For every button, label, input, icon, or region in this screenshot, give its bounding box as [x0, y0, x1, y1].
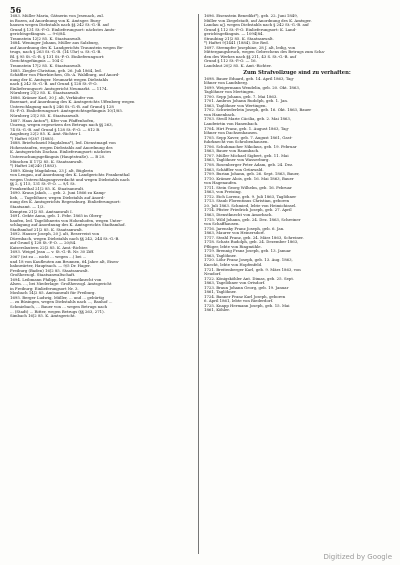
text-line: und 18 von Kaufleuten am Brunnen, 64 Jahre alt, Eisen- [10, 259, 120, 264]
text-line: nung des K. Amtsgerichts Regensburg. Einlieferungsort: [10, 200, 121, 205]
text-line: Pflüger, lebte von Ringmühle. [204, 244, 262, 249]
text-line: 1709. Burian Johann, geb. 26. Sept. 1863, Bauer, [204, 172, 300, 177]
text-line: 20. Juli 1863. Schmied, lebte von Heimichinsel. [204, 203, 297, 208]
text-line: 1691. Oekte Anna, geb. 1. Febr. 1865 in Oberg- [10, 214, 103, 219]
text-line: Bl. § 95 St.-G.-B. § 131 St.-P.-O. Einlieferungsort: [10, 54, 105, 59]
text-line: *) Haftet 9|387 (1885). [10, 136, 55, 141]
text-line: 1863, Taglöhner von Wertingen. [204, 103, 267, 108]
text-line: Großherzogl. Staatsanwaltschaft. [10, 273, 76, 278]
text-line: 1722. Königsköhler Ant. Dimas, geb. 25. Sept. [204, 276, 295, 281]
text-line: fuhrknecht von Schrobenhausen. [204, 140, 269, 145]
text-line: 1694. Leibmann Philipp, led. Dienstknecht von [10, 277, 102, 282]
right-column [204, 14, 390, 554]
text-line: löhner von Dachsenhausen. [204, 131, 258, 136]
text-line: 1705. Sepp Xaver, geb. 7. August 1861, Gast- [204, 135, 293, 140]
text-line: auf Grund § 128 St.-P.-O. — 20/84. [10, 241, 77, 246]
text-line: 1719. Brennig Franz Joseph, geb. 13. Januar [204, 249, 291, 254]
text-line: St.-P.-O. Einlieferungsort: Amtsgerichtsgefängnis 10/1/85. [10, 109, 123, 114]
text-line: 1701. Ambros Johann Rudolph, geb. 1. Jan. [204, 99, 289, 104]
text-line: Landau a/J. wegen Diebstahls nach § 242 St.-G.-B. auf [204, 23, 309, 28]
text-line: Staatsamt. — 1/3. [10, 204, 45, 209]
text-line: 3067 (ist zu ... nicht ... wegen ...) bei ... [10, 254, 87, 259]
text-line: Bozenart, auf Anordnung des K. Amtsgerichts Uffenberg wegen [10, 100, 135, 105]
text-line: Unzeug, wegen ergesetzen des Betrugs nach §§ 263, [10, 123, 113, 128]
text-line: Schäffler von Pfarrkirchen, Ob.-A. Waldburg, auf Anord- [10, 73, 120, 78]
text-line: ... zu Büsingen, wegen Diebstahls nach ..., Bauhof ... [10, 300, 113, 305]
digitized-watermark: Digitized by Google [323, 553, 392, 561]
text-line: 1700. Sepp Johann, geb. 7. Mai 1863. [204, 94, 278, 99]
text-line: *) Haftet 9|1441 (1884). Die Red. [204, 41, 269, 46]
text-line: den des Werkes nach §§ 211, 43 S. St.-G.-B. auf [204, 54, 297, 59]
text-line: von Lengau, auf Anordnung des K. Landgerichts Frankenthal [10, 173, 130, 178]
text-line: München II 17|2 85. K. Staatsanwalt. [10, 159, 83, 164]
text-line: 1863, Taglöhner. [204, 253, 237, 258]
text-line: Traunstein 17|2 85. K. Staatsanwalt. [10, 64, 82, 69]
text-line: 1711. Stein Georg Wilhelm, geb. 16. Februar [204, 185, 292, 190]
text-line: 1718. Schatz Rudolph, geb. 24. Dezember 1863, [204, 240, 299, 245]
text-line: 1697. Strempfer Josephine, 28 J. alt, ledig, von [204, 45, 296, 50]
text-line: 1725. Knapp Hermann Joseph, geb. 15. Mai [204, 303, 290, 308]
text-line: hausen wegen Diebstahls nach §§ 242 St.-G.-B. auf [10, 23, 109, 28]
text-line: Müller von Ziegelstadt, auf Anordnung des K. Amtsger. [204, 18, 312, 23]
text-line: Kaiserslautern 22|2 85. K. Amt.-Richter. [10, 245, 88, 250]
text-line: 1863, Taglöhner von Wasserburg. [204, 158, 270, 163]
text-line: Einlieferungsort: Amtsgericht Neumarkt. — 1174. [10, 86, 108, 91]
text-line: nach § 242 St.-G.-B. auf Grund § 128 St.-P.-O. [10, 82, 98, 87]
text-line: Mittergangsbruch, wegen Gebrechens des Betrugs zum Scha- [204, 50, 326, 55]
text-line: 1863, Maurer von Heinersdorf. [204, 231, 265, 236]
text-line: Neudorf. [204, 272, 222, 277]
text-line: Nürnberg 21|2 85. K. Staatsanwalt. [10, 114, 80, 119]
text-line: 1690. Kraus Jakob, ... geb. 2. Juni 1866 zu Kamp- [10, 191, 106, 196]
text-line: in Bozen, ad Anordnung von K. Amtsger. Burg- [10, 18, 102, 23]
text-line: 1706. Schuhmacher Nikolaus, geb. 19. Februar [204, 144, 297, 149]
text-line: K. Amtsgerichts Dachau. Einlieferungsort: nächstes [10, 150, 112, 155]
text-line: Nürnberg 21|2 85. K. Staatsanwalt. [10, 91, 80, 96]
column-divider [198, 14, 199, 554]
text-line: Alsen. ..., bei Niederlage: Großherzogl. Amtsgericht [10, 282, 112, 287]
text-line: von Hanenbach. [204, 112, 236, 117]
text-line: Freiburg (Baden) 16|2 85. Staatsanwalt. [10, 268, 89, 273]
text-line: Unterschlagung nach § 246 St.-G.-B. auf Grund § 128 [10, 104, 114, 109]
text-line: 1863, Bauer von Raumbach. [204, 149, 260, 154]
text-line: Mosbach 14|2 85. Amtsanwalt für Freiburg. [10, 291, 96, 296]
text-line: 1723. Braun Johann Georg, geb. 19. Januar [204, 285, 289, 290]
text-line: gerichtsgefängnis. — 9-6/84. [10, 32, 67, 37]
text-line: Landshut 20|2 85. K. Amt.-Richter. [204, 64, 272, 69]
text-line: 1708. Rosenberger Peter Adam, geb. 24. Dez. [204, 162, 294, 167]
text-line: 1696. Eisenstein Benedikt*), geb. 22. Juni 1849, [204, 14, 298, 18]
text-line: Hohenstaufen, wegen Diebstahls auf Anordnung des [10, 145, 113, 150]
text-line: ... (Stadt) ... Ritter, wegen Betrugs (§§ 263, 271). [10, 309, 105, 314]
text-line: 1861, Taglöhner. [204, 290, 237, 295]
text-line: 1685. Ziegler Christian, geb. 26. Juli 1864, led. [10, 68, 102, 73]
text-line: 6. April 1861, lebte von Riederdorf. [204, 299, 274, 304]
text-line: *) Haftet 26|240 (1883). [10, 164, 58, 169]
text-line: Stadtamhof 21|2 85. K. Staatsanwalt. [10, 227, 83, 232]
text-line: 1714. Pfister Friedrich Joseph, geb. 27. April [204, 208, 292, 213]
text-line: 1863, Tagelöhner von Ortsdorf. [204, 281, 266, 286]
text-line: 1688. Briefschneid Magdalena*), led. Dienstmagd von [10, 141, 116, 146]
text-line: 1693. Weigel Jean — v. St.-G.-B. Nr. 30 Ziff. [10, 250, 95, 255]
text-line: 1863, Schäffler von Grünwald. [204, 167, 264, 172]
text-line: 1721. Breitenberger Karl, geb. 9. März 1863, von [204, 267, 301, 272]
text-line: 1683. Müller Maria, Gätnerin von Jesenach, zul. [10, 14, 104, 18]
text-line: Schmiebach, ... Bauer von ... wegen Betrugs nach [10, 305, 108, 309]
text-line: 1717. Strahl Franz, geb. 24. März 1863, Schreiner. [204, 235, 304, 240]
text-line: 1715. Wild Johann, geb. 24. Dez. 1863, Schreiner [204, 217, 301, 222]
text-line: 1724. Banner Franz Karl Joseph, geboren [204, 294, 286, 299]
text-line: Simbach 16|2 85. K. Amtsgericht. [10, 314, 76, 319]
text-line: bahnwärter, Hauptsach. — 9/5 Dr. Hager. [10, 264, 91, 269]
text-line: 1687. Haas Anton*), Kfer von Pfaffenhofen, [10, 118, 95, 123]
text-line: 1698. Bauer Eduard, geb. 14. April 1863, Tag- [204, 76, 295, 81]
text-line: 1684. Weninger Johann, Müller aus Salzburg, [10, 41, 99, 46]
text-line: 1703. Stroll Marie Cäcilia, geb. 2. Mai 1863, [204, 117, 292, 122]
left-column [10, 14, 193, 554]
text-line: wegen Unterschlagungsverdacht und wegen Diebstahls nach [10, 177, 130, 182]
text-line: auf Anordnung des K. Landgerichts Traunstein wegen Be- [10, 45, 124, 50]
text-line: gerichtsgefängnis. — 1094|84. [204, 32, 264, 37]
text-line: §§ 2, § 115, 131 St.-P.-O. — 9/1 St. [10, 182, 76, 187]
text-line: 1692. Hauser Joseph, 20 J. alt, Reserveist von [10, 232, 100, 237]
text-line: 1716. Jarensky Franz Joseph, geb. 6. Jan. [204, 226, 285, 231]
text-line: 1689. König Magdalena, 23 J. alt, Büglerin [10, 168, 93, 173]
text-line: Grund § 112 St.-P.-O. Einlieferungsort: K. Land- [204, 27, 297, 32]
text-line: 1686. Krämer Karl, 30 J. alt, Verkäufer von [10, 95, 94, 100]
text-line: 1713. Staub Florentinus Christian, geboren [204, 199, 290, 204]
text-line: 1707. Müller Michael Sigbert, geb. 11. Mai [204, 153, 289, 158]
text-line: 1710. Krämer Alois, geb. 16. Mai 1863, Bauer [204, 176, 294, 181]
text-line: in Freiburg: Einlieferungsort Nr. 3. [10, 286, 79, 291]
text-line: Grund § 131 St.-P.-O. Einlieferungsort: nächstes Amts- [10, 27, 116, 32]
text-line: Traunstein 12|2 85. K. Staatsanwalt. [10, 36, 82, 41]
text-line: nung der K. Amtsger. Neumarkt wegen Diebstahls [10, 77, 109, 82]
text-line: Taglöhner von Mertingen. [204, 90, 255, 95]
text-line: Grund § 112 St.-P.-O. — 16. [204, 59, 257, 64]
text-line: Augsburg 22|2 85. K. Amt.-Richter I. [10, 132, 82, 137]
text-line: Frankenthal 21|2 85. K. Staatsanwalt. [10, 186, 85, 191]
text-line: Dürrnbach, wegen Diebstahls nach §§ 242, 244 St.-G.-B. [10, 236, 120, 241]
text-line: Straubing 21|2 85. K. Staatsanwalt. [204, 36, 274, 41]
text-line: haufen, led. Tagelöhnerin von Hohenhofen, wegen Unter- [10, 218, 123, 223]
text-line: Landwirtin von Hanenbach. [204, 122, 259, 127]
text-line: 1861, Köhler. [204, 308, 230, 313]
text-line: von Schaffhausen. [204, 222, 240, 227]
text-line: 74 St.-G.-B. auf Grund § 128 St.-P.-O. — 812 B. [10, 127, 101, 132]
text-line: 1695. Berger Ludwig, Müller, ... und ... gebürtig [10, 295, 105, 300]
text-line: Kempten 21|2 85. Amtsanwalt I. [10, 209, 73, 214]
text-line: Untersuchungsgefängnis (Hauptstraße). — B 20. [10, 154, 106, 159]
text-line: 1712. Eich Lorenz, geb. 9. Juli 1863, Taglöhner [204, 194, 297, 199]
text-line: löhner von Landsberg. [204, 81, 249, 86]
text-line: 1699. Weigermann Wendelin, geb. 20. Okt. 1863, [204, 85, 300, 90]
text-line: 1863, Dienstknecht von Amorbach. [204, 212, 273, 217]
section-heading: Zum Strafvollzuge sind zu verhaften: [243, 69, 351, 76]
text-line: 1704. Hirt Franz, geb. 1. August 1863, Tag- [204, 126, 290, 131]
page-number: 56 [10, 5, 22, 15]
text-line: schlagung auf Anordnung des K. Amtsgerichts Stadtamhof. [10, 223, 126, 228]
text-line: trugs, nach § 263 St.-G.-B. (14 Uhr) u. St.-G.-B. [10, 50, 102, 55]
text-line: 1863, von Freising. [204, 190, 242, 195]
text-line: lieb, ... Tagelöhner, wegen Diebstahls auf Anord- [10, 195, 105, 200]
text-line: von Hagenaufen. [204, 181, 238, 186]
text-line: Gerichtsgefängnis — 104 C [10, 59, 64, 64]
text-line: 1702. Schwiederlein Joseph, geb. 16. Okt. 1863, Bauer [204, 108, 312, 113]
text-line: Knecht, lebte von Hopfenfeld. [204, 262, 263, 267]
text-line: 1720. Löhr Franz Joseph, geb. 13. Aug. 1863, [204, 258, 293, 263]
